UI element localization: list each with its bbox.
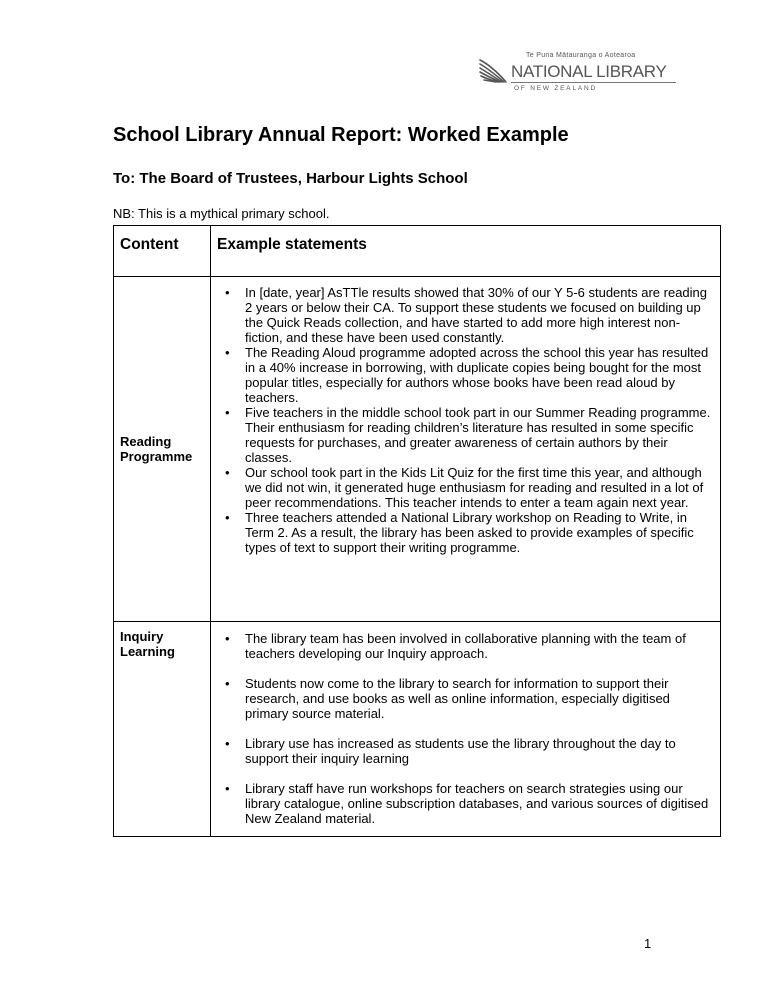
logo-tagline: Te Puna Mātauranga o Aotearoa [526,52,636,59]
statements-cell [211,622,721,837]
list-item: • Three teachers attended a National Library workshop on Reading to Write, in Term 2. As a result, the library has been asked to provide examples of specific types of text to support their writing programme. [245,510,716,555]
header-example-statements: Example statements [211,226,721,277]
row-label-text: Inquiry Learning [120,629,175,659]
header-content: Content [114,226,211,277]
list-item: • The Reading Aloud programme adopted across the school this year has resulted in a 40% increase in borrowing, with duplicate copies being bought for the most popular titles, especially for authors whose books have been read aloud by teachers. [245,345,716,405]
report-table [113,225,721,837]
table-row-reading-programme [114,277,721,622]
statements-cell [211,277,721,622]
recipient-line: To: The Board of Trustees, Harbour Lights School [113,170,468,187]
logo-divider [511,82,676,83]
logo-name: NATIONAL LIBRARY [511,62,667,81]
list-item: • Our school took part in the Kids Lit Quiz for the first time this year, and although we did not win, it generated huge enthusiasm for reading and resulted in a lot of peer recommendations. This teacher intends to enter a team again next year. [245,465,716,510]
list-item: • Library use has increased as students use the library throughout the day to support their inquiry learning [245,736,716,766]
national-library-logo [478,52,678,98]
page-number: 1 [644,936,652,951]
row-label-inquiry-learning [114,622,211,837]
logo-subname: OF NEW ZEALAND [514,85,597,92]
list-item: • Students now come to the library to search for information to support their research, and use books as well as online information, especially digitised primary source material. [245,676,716,721]
row-label-reading-programme [114,277,211,622]
list-item: • Library staff have run workshops for teachers on search strategies using our library catalogue, online subscription databases, and various sources of digitised New Zealand material. [245,781,716,826]
list-item: • Five teachers in the middle school took part in our Summer Reading programme. Their enthusiasm for reading children’s literature has resulted in some specific requests for purchases, and greater awareness of certain authors by their classes. [245,405,716,465]
row-label-text: Reading Programme [120,434,193,464]
table-row-inquiry-learning [114,622,721,837]
list-item: • In [date, year] AsTTle results showed that 30% of our Y 5-6 students are reading 2 years or below their CA. To support these students we focused on building up the Quick Reads collection, and have started to add more high interest non-fiction, and these have been used constantly. [245,285,716,345]
statement-list [211,277,720,559]
table-header-row [114,226,721,277]
note-line: NB: This is a mythical primary school. [113,206,330,221]
fern-leaf-icon [478,58,508,84]
list-item: • The library team has been involved in collaborative planning with the team of teachers developing our Inquiry approach. [245,631,716,661]
statement-list [211,622,720,836]
document-title: School Library Annual Report: Worked Example [113,124,569,146]
